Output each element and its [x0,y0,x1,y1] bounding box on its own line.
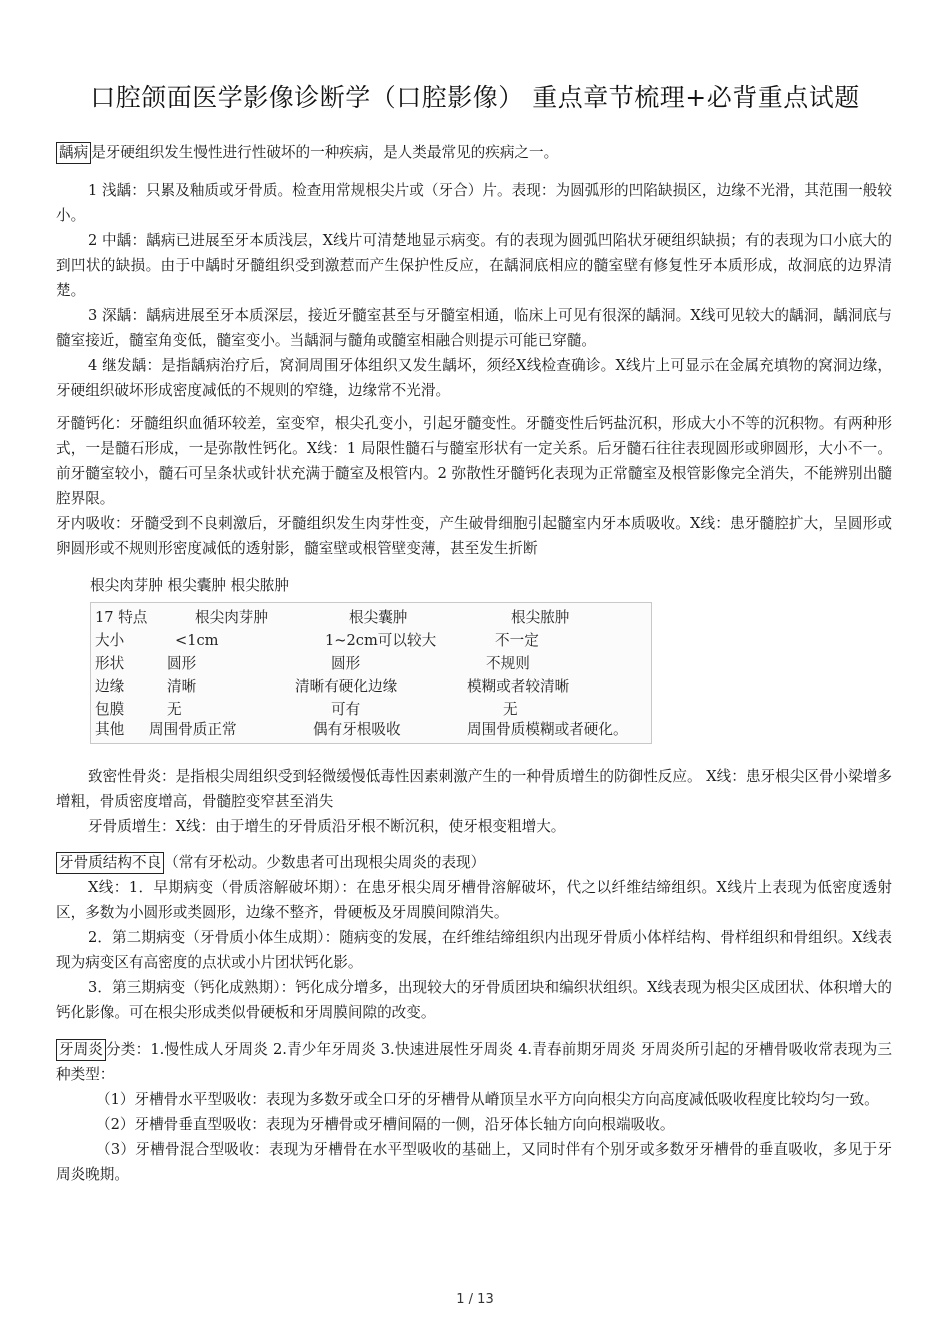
periodontitis-type-horizontal: （1）牙槽骨水平型吸收：表现为多数牙或全口牙的牙槽骨从嵴顶呈水平方向向根尖方向高度减低吸收程度比较均匀一致。 [96,1091,879,1108]
dysplasia-term: 牙骨质结构不良 [56,852,164,874]
dysplasia-stage-1: X线：1．早期病变（骨质溶解破坏期）：在患牙根尖周牙槽骨溶解破坏，代之以纤维结缔组织。X线片上表现为低密度透射区，多数为小圆形或类圆形，边缘不整齐，骨硬板及牙周膜间隙消失。 [56,879,892,921]
table-row [91,699,651,721]
caries-item-shallow: 1 浅龋：只累及釉质或牙骨质。检查用常规根尖片或（牙合）片。表现：为圆弧形的凹陷缺损区，边缘不光滑，其范围一般较小。 [56,182,892,224]
table-cell: 不一定 [495,632,539,649]
table-header-cell: 根尖肉芽肿 [195,609,268,626]
periodontitis-intro [56,1037,892,1087]
periodontitis-type-mixed: （3）牙槽骨混合型吸收：表现为牙槽骨在水平型吸收的基础上，又同时伴有个别牙或多数牙牙槽骨的垂直吸收，多见于牙周炎晚期。 [56,1141,892,1183]
table-row [91,676,651,698]
table-header-cell: 根尖囊肿 [349,609,408,626]
table-cell: 形状 [95,655,125,672]
page-title: 口腔颌面医学影像诊断学（口腔影像） 重点章节梳理+必背重点试题 [90,83,860,112]
periodontitis-type-vertical: （2）牙槽骨垂直型吸收：表现为牙槽骨或牙槽间隔的一侧，沿牙体长轴方向向根端吸收。 [96,1116,675,1133]
table-row [91,630,651,652]
caries-section [56,140,892,165]
periodontitis-intro-text: 分类：1.慢性成人牙周炎 2.青少年牙周炎 3.快速进展性牙周炎 4.青春前期牙周炎 牙周炎所引起的牙槽骨吸收常表现为三种类型： [56,1041,892,1083]
table-cell: 模糊或者较清晰 [467,678,570,695]
pulp-calcification: 牙髓钙化：牙髓组织血循环较差，室变窄，根尖孔变小，引起牙髓变性。牙髓变性后钙盐沉积，形成大小不等的沉积物。有两种形式，一是髓石形成，一是弥散性钙化。X线：1 局限性髓石与髓室形状有一定关系。后牙髓石往往表现圆形或卵圆形，大小不一。前牙髓室较小，髓石可呈条状或针状充满于髓室及根管内。2 弥散性牙髓钙化表现为正常髓室及根管影像完全消失，不能辨别出髓腔界限。 [56,415,892,507]
caries-term: 龋病 [56,142,91,164]
table-cell: 不规则 [486,655,530,672]
table-cell: 偶有牙根吸收 [313,721,401,738]
dysplasia-stage-2: 2．第二期病变（牙骨质小体生成期）：随病变的发展，在纤维结缔组织内出现牙骨质小体样结构、骨样组织和骨组织。X线表现为病变区有高密度的点状或小片团状钙化影。 [56,929,892,971]
table-row [91,653,651,675]
dysplasia-section [56,850,892,1025]
pulp-resorption: 牙内吸收：牙髓受到不良刺激后，牙髓组织发生肉芽性变，产生破骨细胞引起髓室内牙本质吸收。X线：患牙髓腔扩大，呈圆形或卵圆形或不规则形密度减低的透射影，髓室壁或根管壁变薄，甚至发生折断 [56,515,892,557]
table-cell: 清晰有硬化边缘 [295,678,398,695]
pulp-section [56,411,892,561]
osteitis-section [56,764,892,839]
table-row [91,719,651,741]
caries-item-deep: 3 深龋：龋病进展至牙本质深层，接近牙髓室甚至与牙髓室相通，临床上可见有很深的龋洞。X线可见较大的龋洞，龋洞底与髓室接近，髓室角变低，髓室变小。当龋洞与髓角或髓室相融合则提示可能已穿髓。 [56,307,892,349]
table-cell: 圆形 [167,655,197,672]
dysplasia-heading [56,850,892,875]
page-number: 1 / 13 [456,1292,494,1307]
table-header-cell: 根尖脓肿 [511,609,570,626]
caries-item-secondary: 4 继发龋：是指龋病治疗后，窝洞周围牙体组织又发生龋坏，须经X线检查确诊。X线片上可显示在金属充填物的窝洞边缘，牙硬组织破坏形成密度减低的不规则的窄缝，边缘常不光滑。 [56,357,892,399]
dysplasia-note: （常有牙松动。少数患者可出现根尖周炎的表现） [164,854,486,871]
table-cell: 包膜 [95,701,125,718]
periodontitis-section [56,1037,892,1187]
periapical-heading: 根尖肉芽肿 根尖囊肿 根尖脓肿 [90,577,289,594]
dysplasia-stage-3: 3．第三期病变（钙化成熟期）：钙化成分增多，出现较大的牙骨质团块和编织状组织。X线表现为根尖区成团状、体积增大的钙化影像。可在根尖形成类似骨硬板和牙周膜间隙的改变。 [56,979,892,1021]
table-cell: 可有 [331,701,361,718]
periodontitis-term: 牙周炎 [56,1039,106,1061]
table-cell: 边缘 [95,678,125,695]
hypercementosis: 牙骨质增生：X线：由于增生的牙骨质沿牙根不断沉积，使牙根变粗增大。 [88,818,566,835]
table-header-cell: 17 特点 [95,609,148,626]
table-cell: 其他 [95,721,125,738]
table-cell: 周围骨质模糊或者硬化。 [467,721,628,738]
table-header-row [91,607,651,629]
table-cell: 圆形 [331,655,361,672]
caries-items [56,178,892,403]
table-cell: 周围骨质正常 [149,721,237,738]
table-cell: <1cm [175,632,219,649]
table-cell: 大小 [95,632,125,649]
caries-intro [56,140,892,165]
periapical-table [90,602,652,744]
table-cell: 无 [167,701,182,718]
table-cell: 1~2cm可以较大 [325,632,437,649]
table-cell: 清晰 [167,678,197,695]
caries-item-medium: 2 中龋：龋病已进展至牙本质浅层，X线片可清楚地显示病变。有的表现为圆弧凹陷状牙硬组织缺损；有的表现为口小底大的到凹状的缺损。由于中龋时牙髓组织受到激惹而产生保护性反应，在龋洞底相应的髓室壁有修复性牙本质形成，故洞底的边界清楚。 [56,232,892,299]
caries-intro-text: 是牙硬组织发生慢性进行性破坏的一种疾病，是人类最常见的疾病之一。 [91,144,559,161]
table-cell: 无 [503,701,518,718]
condensing-osteitis: 致密性骨炎：是指根尖周组织受到轻微缓慢低毒性因素刺激产生的一种骨质增生的防御性反应。 X线：患牙根尖区骨小梁增多增粗，骨质密度增高，骨髓腔变窄甚至消失 [56,768,892,810]
